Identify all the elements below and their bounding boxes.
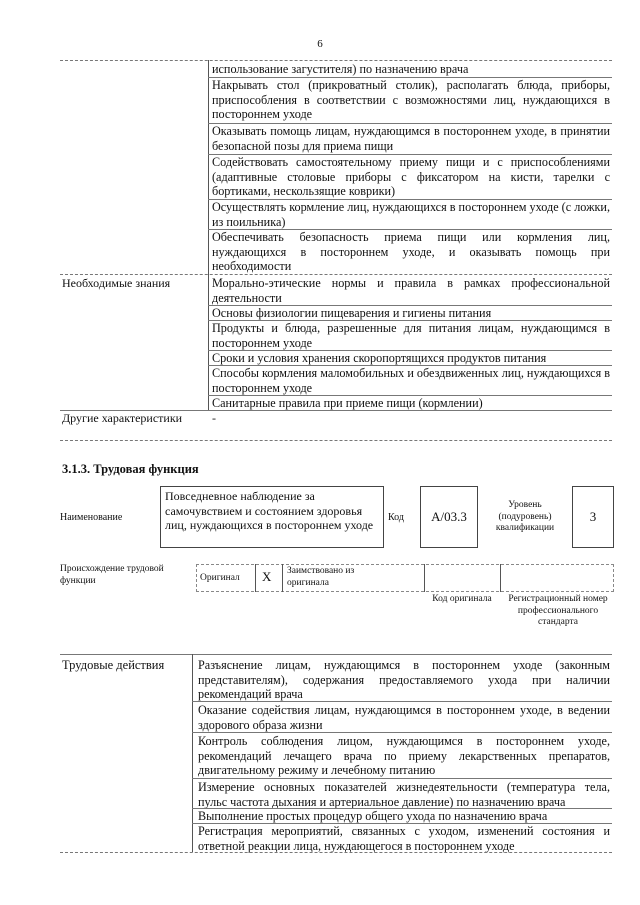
origin-label: Происхождение трудовой функции xyxy=(60,564,164,586)
knowledge-row: Основы физиологии пищеварения и гигиены питания xyxy=(212,306,492,320)
skill-row: Накрывать стол (прикроватный столик), располагать блюда, приборы, приспособления в соответствии с возможностями лиц, нуждающихся в постороннем уходе xyxy=(212,78,610,121)
action-row: Разъяснение лицам, нуждающимся в постороннем уходе (законным представителям), содержания предоставляемого ухода при наличии рекомендаций врача xyxy=(198,658,610,701)
section-heading: 3.1.3. Трудовая функция xyxy=(62,462,199,476)
skill-row: использование загустителя) по назначению врача xyxy=(212,62,469,76)
action-row: Регистрация мероприятий, связанных с уходом, изменений состояния и ответной реакции лица, нуждающегося в постороннем уходе xyxy=(198,824,610,853)
code-box xyxy=(420,486,478,548)
level-box xyxy=(572,486,614,548)
original-label: Оригинал xyxy=(200,573,240,583)
borrowed-label: Заимствовано из оригинала xyxy=(287,566,355,588)
other-characteristics-value: - xyxy=(212,411,216,425)
skill-row: Осуществлять кормление лиц, нуждающихся в постороннем уходе (с ложки, из поильника) xyxy=(212,200,610,229)
skill-row: Обеспечивать безопасность приема пищи или кормления лиц, нуждающихся в постороннем уходе, и оказывать помощь при необходимости xyxy=(212,230,610,273)
action-row: Оказание содействия лицам, нуждающимся в постороннем уходе, в ведении здорового образа жизни xyxy=(198,703,610,732)
knowledge-row: Продукты и блюда, разрешенные для питания лицам, нуждающимся в постороннем уходе xyxy=(212,321,610,350)
knowledge-row: Морально-этические нормы и правила в рамках профессиональной деятельности xyxy=(212,276,610,305)
page-number: 6 xyxy=(317,38,323,50)
level-label: Уровень (подуровень) квалификации xyxy=(495,500,555,533)
code-value: А/03.3 xyxy=(431,509,467,524)
origin-table xyxy=(196,564,614,592)
function-name-value: Повседневное наблюдение за самочувствием и состоянием здоровья лиц, нуждающихся в постороннем уходе xyxy=(165,489,374,532)
knowledge-row: Способы кормления маломобильных и обездвиженных лиц, нуждающихся в постороннем уходе xyxy=(212,366,610,395)
action-row: Контроль соблюдения лицом, нуждающимся в постороннем уходе, рекомендаций лечащего врача по приему лекарственных препаратов, двигательному режиму и лечебному питанию xyxy=(198,734,610,777)
actions-label: Трудовые действия xyxy=(62,658,165,672)
action-row: Измерение основных показателей жизнедеятельности (температура тела, пульс частота дыхания и артериальное давление) по назначению врача xyxy=(198,780,610,809)
knowledge-row: Санитарные правила при приеме пищи (кормлении) xyxy=(212,396,483,410)
code-label: Код xyxy=(388,512,404,523)
skill-row: Содействовать самостоятельному приему пищи и с приспособлениями (адаптивные столовые приборы с фиксатором на кисти, тарелки с бортиками, нескользящие коврики) xyxy=(212,155,610,198)
other-characteristics-label: Другие характеристики xyxy=(62,411,183,425)
level-value: 3 xyxy=(589,509,597,524)
knowledge-row: Сроки и условия хранения скоропортящихся продуктов питания xyxy=(212,351,547,365)
skill-row: Оказывать помощь лицам, нуждающимся в постороннем уходе, в принятии безопасной позы для приема пищи xyxy=(212,124,610,153)
name-label: Наименование xyxy=(60,512,123,523)
reg-number-caption: Регистрационный номер профессионального стандарта xyxy=(508,594,608,627)
origin-code-caption: Код оригинала xyxy=(432,594,492,604)
action-row: Выполнение простых процедур общего ухода по назначению врача xyxy=(198,809,548,823)
function-name-box xyxy=(160,486,384,548)
knowledge-label: Необходимые знания xyxy=(62,276,171,290)
original-mark: Х xyxy=(262,569,272,584)
